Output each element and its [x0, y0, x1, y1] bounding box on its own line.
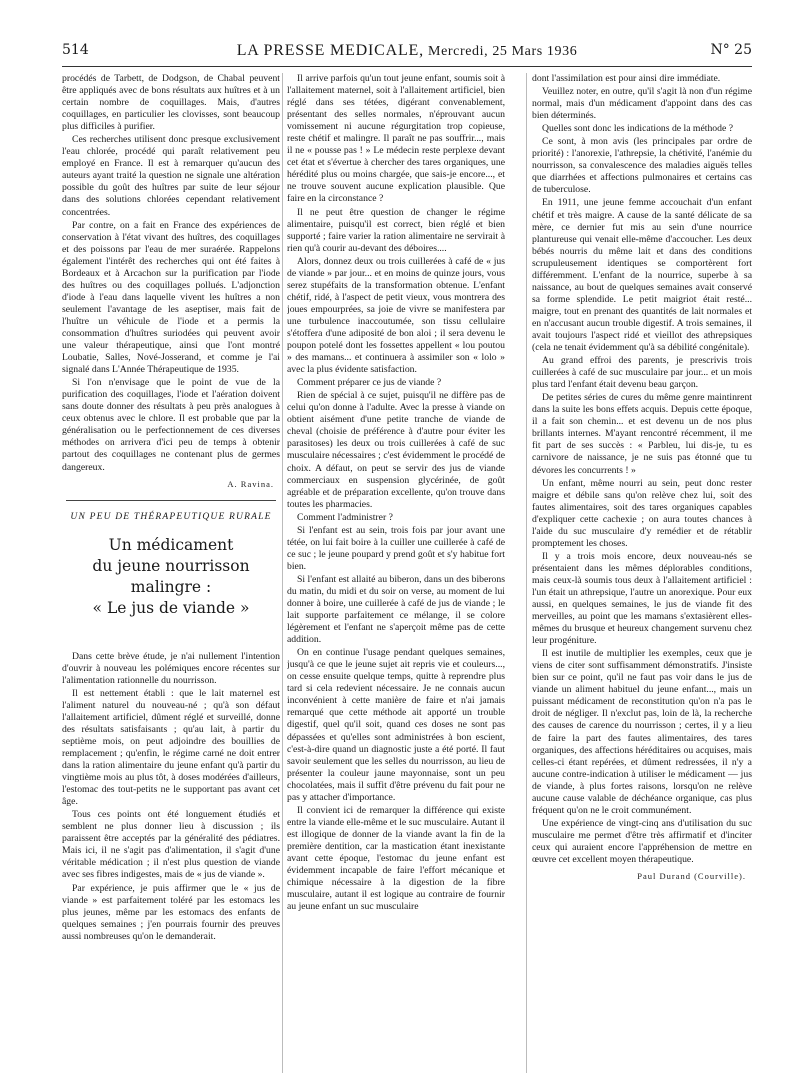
page-header — [62, 40, 752, 64]
paragraph: Un enfant, même nourri au sein, peut donc rester maigre et débile sans qu'on relève chez lui, soit des fautes alimentaires, soit des tares organiques capables d'expliquer cette cachexie ; on aura toutes chances à l'aide du suc musculaire d'y remédier et de rétablir promptement les choses. — [532, 477, 752, 549]
masthead — [62, 42, 752, 60]
paragraph: Quelles sont donc les indications de la méthode ? — [542, 123, 734, 135]
column-divider — [282, 73, 283, 1073]
paragraph: Par contre, on a fait en France des expériences de conservation à l'état vivant des huîtres, des coquillages et des poissons par l'eau de mer suraérée. Rappelons également l'intérêt des recherches qui ont été faites à Bordeaux et à Arcachon sur la purification par l'iode des huîtres ou des coquillages pollués. L'adjonction d'iode à l'eau dans laquelle vivent les huîtres a non seulement l'avantage de les aseptiser, mais fait de l'huître un véhicule de l'iode et a permis la consommation d'huîtres suriodées qui peuvent avoir une valeur thérapeutique, ainsi que l'ont montré Loubatie, Salles, Nové-Josserand, et comme je l'ai signalé dans L'Année Thérapeutique de 1935. — [62, 219, 280, 376]
paragraph: Tous ces points ont été longuement étudiés et semblent ne plus donner lieu à discussion ; ils paraissent être acceptés par la généralité des pédiatres. Mais ici, il ne s'agit pas d'alimentation, il s'agit d'une véritable médication ; il n'est plus question de viande avec ses fibres indigestes, mais de « jus de viande ». — [62, 809, 280, 881]
title-line: du jeune nourrisson malingre : — [92, 556, 250, 596]
paragraph: Ce sont, à mon avis (les principales par ordre de priorité) : l'anorexie, l'athrepsie, la chétivité, l'anémie du nourrisson, sa convalescence des maladies aiguës telles que diarrhées et affections pulmonaires et certains cas de tuberculose. — [532, 136, 752, 196]
article-title — [62, 535, 280, 619]
paragraph: Il est nettement établi : que le lait maternel est l'aliment naturel du nouveau-né ; qu'à son défaut l'allaitement artificiel, dûment réglé et surveillé, donne des résultats satisfaisants ; qu'au lait, à partir du septième mois, on peut adjoindre des bouillies de remplacement ; qu'enfin, le régime carné ne doit entrer dans la ration alimentaire du jeune enfant qu'à partir du vingtième mois au plus tôt, à doses modérées d'ailleurs, l'estomac des tout-petits ne le supportant pas avant cet âge. — [62, 687, 280, 808]
section-rubric: UN PEU DE THÉRAPEUTIQUE RURALE — [70, 511, 272, 522]
page-number: 514 — [62, 42, 89, 58]
paragraph: Il est inutile de multiplier les exemples, ceux que je viens de citer sont suffisamment démonstratifs. J'insiste bien sur ce point, qu'il ne faut pas voir dans le jus de viande un aliment habituel du jeune enfant..., mais un puissant médicament de reconstitution qu'on n'a pas le droit de négliger. Il n'exclut pas, loin de là, la recherche des causes de carence du nourrisson ; certes, il y a lieu de faire la part des fautes alimentaires, des tares organiques, des affections héréditaires ou acquises, mais celles-ci étant repérées, et dûment redressées, il n'y a aucune contre-indication à utiliser le médicament — jus de viande, à plus fortes raisons, lorsqu'on ne relève aucune cause valable de déchéance organique, cas plus fréquent qu'on ne le croit communément. — [532, 648, 752, 816]
paragraph: Au grand effroi des parents, je prescrivis trois cuillerées à café de suc musculaire par jour... et un mois plus tard l'enfant était devenu beau garçon. — [532, 355, 752, 391]
paragraph: En 1911, une jeune femme accouchait d'un enfant chétif et très maigre. A cause de la santé délicate de sa mère, ce dernier fut mis au sein d'une nourrice plantureuse qui venait elle-même d'accoucher. Les deux bébés nourris du même lait et dans des conditions scrupuleusement identiques se comportèrent fort différemment. L'enfant de la nourrice, superbe à sa naissance, au bout de quelques semaines avait conservé sa forme splendide. Le petit maigriot était resté... maigre, tout en prenant des quantités de lait normales et en n'accusant aucun trouble digestif. A trois semaines, il avait toujours l'aspect ridé et vieillot des athrepsiques (cela ne tenait évidemment qu'à sa débilité congénitale). — [532, 197, 752, 354]
column-1 — [62, 73, 280, 1073]
paragraph: Si l'enfant est allaité au biberon, dans un des biberons du matin, du midi et du soir on verse, au moment de lui donner à boire, une cuillerée à café de jus de viande ; le lait supporte parfaitement ce mélange, il se colore légèrement et l'enfant ne s'aperçoit même pas de cette addition. — [287, 573, 505, 646]
paragraph: Si l'enfant est au sein, trois fois par jour avant une tétée, on lui fait boire à la cuiller une cuillerée à café de ce suc ; le jeune poupard y prend goût et s'y habitue fort bien. — [287, 524, 505, 572]
paragraph: Rien de spécial à ce sujet, puisqu'il ne diffère pas de celui qu'on donne à l'adulte. Avec la presse à viande on obtient aisément d'une petite tranche de viande de cheval (choisie de préférence à d'autre pour éviter les parasitoses) les deux ou trois cuillerées à café de suc musculaire nécessaires ; c'est évidemment le procédé de choix. A défaut, on peut se servir des jus de viande commerciaux en suspension glycérinée, de goût agréable et de préparation excellente, qu'on trouve dans toutes les pharmacies. — [287, 390, 505, 510]
paragraph: On en continue l'usage pendant quelques semaines, jusqu'à ce que le jeune sujet ait repris vie et couleurs..., on cesse ensuite quelque temps, quitte à reprendre plus tard si cela redevient nécessaire. Je ne connais aucun inconvénient à cette manière de faire et n'ai jamais remarqué que cette méthode ait apporté un trouble digestif, quel qu'il soit, quand ces doses ne sont pas dépassées et qu'elles sont administrées à bon escient, c'est-à-dire quand un diagnostic juste a été porté. Il faut savoir seulement que les selles du nourrisson, au lieu de présenter la couleur jaune mayonnaise, sont un peu chocolatées, mais il suffit d'être prévenu du fait pour ne pas y attacher d'importance. — [287, 647, 505, 803]
paragraph: Ces recherches utilisent donc presque exclusivement l'eau chlorée, procédé qui paraît relativement peu employé en France. Il est à remarquer qu'aucun des auteurs ayant traité la question ne signale une altération possible du goût des huîtres par suite de leur séjour dans des solutions chlorées cependant relativement concentrées. — [62, 134, 280, 218]
issue-date: Mercredi, 25 Mars 1936 — [428, 44, 578, 59]
paragraph: Une expérience de vingt-cinq ans d'utilisation du suc musculaire me permet d'être très affirmatif et d'inciter ceux qui auraient encore l'appréhension de mettre en œuvre cet excellent moyen thérapeutique. — [532, 817, 752, 865]
paragraph: De petites séries de cures du même genre maintinrent dans la suite les bons effets acquis. Depuis cette époque, il a fait son chemin... et est devenu un de nos plus brillants internes. M'ayant rencontré récemment, il me fit part de ses succès : « Parbleu, lui dis-je, tu es carnivore de naissance, je ne suis pas étonné que tu dévores les concurrents ! » — [532, 392, 752, 476]
paragraph: Comment l'administrer ? — [297, 511, 393, 523]
paragraph: dont l'assimilation est pour ainsi dire immédiate. — [532, 73, 721, 84]
author-signature: A. Ravina. — [227, 478, 274, 489]
header-rule — [62, 66, 752, 67]
paragraph: Veuillez noter, en outre, qu'il s'agit là non d'un régime normal, mais d'un médicament d'appoint dans des cas bien déterminés. — [532, 86, 752, 122]
column-divider — [526, 73, 527, 1073]
paragraph: Alors, donnez deux ou trois cuillerées à café de « jus de viande » par jour... et en moins de quinze jours, vous serez stupéfaits de la transformation obtenue. L'enfant chétif, ridé, à l'aspect de petit vieux, vous montrera des joues empourprées, sa joie de vivre se manifestera par une turbulence inaccoutumée, son tissu cellulaire s'étoffera d'une adiposité de bon aloi ; il sera devenu le poupon potelé dont les fossettes appellent « lou poutou » des mamans... et continuera à assimiler son « lolo » avec la plus évidente satisfaction. — [287, 255, 505, 376]
author-signature: Paul Durand (Courville). — [637, 871, 746, 882]
paragraph: Il y a trois mois encore, deux nouveau-nés se présentaient dans les mêmes déplorables conditions, mais ceux-là soumis tous deux à l'allaitement artificiel : l'un était un athrepsique, l'autre un anorexique. Pour eux aussi, en quelques semaines, le jus de viande fit des merveilles, au point que les mamans s'extasièrent elles-mêmes du brusque et heureux changement survenu chez leur progéniture. — [532, 550, 752, 647]
paragraph: Dans cette brève étude, je n'ai nullement l'intention d'ouvrir à nouveau les polémiques encore récentes sur l'alimentation rationnelle du nourrisson. — [62, 650, 280, 686]
title-line: « Le jus de viande » — [92, 598, 250, 617]
article-separator — [66, 500, 276, 501]
column-3 — [532, 73, 752, 1073]
title-line: Un médicament — [108, 535, 234, 554]
paragraph: Il convient ici de remarquer la différence qui existe entre la viande elle-même et le suc musculaire. Autant il est illogique de donner de la viande avant la fin de la première dentition, car la mastication étant inexistante avant cette époque, l'estomac du jeune enfant est évidemment incapable de faire l'effort mécanique et chimique nécessaire à la digestion de la fibre musculaire, autant il est logique au contraire de fournir au jeune enfant un suc musculaire — [287, 804, 505, 913]
paragraph: Il arrive parfois qu'un tout jeune enfant, soumis soit à l'allaitement maternel, soit à l'allaitement artificiel, bien réglé dans ses tétées, digérant convenablement, présentant des selles normales, n'éprouvant aucun vomissement ni aucune régurgitation trop copieuse, reste chétif et malingre. Il paraît ne pas souffrir..., mais il ne « pousse pas ! » Le médecin reste perplexe devant cet état et s'évertue à chercher des tares organiques, une hérédité plus ou moins chargée, que sais-je encore..., et ne trouve souvent aucune explication plausible. Que faire en la circonstance ? — [287, 73, 505, 205]
column-2 — [287, 73, 505, 1073]
publication-name: LA PRESSE MEDICALE, — [236, 42, 424, 59]
paragraph: procédés de Tarbett, de Dodgson, de Chabal peuvent être appliqués avec de bons résultats aux huîtres et à un certain nombre de coquillages. Mais, d'autres coquillages, en particulier les clovisses, sont beaucoup plus difficiles à purifier. — [62, 73, 280, 133]
paragraph: Il ne peut être question de changer le régime alimentaire, puisqu'il est correct, bien réglé et bien supporté ; faire varier la ration alimentaire ne servirait à rien qu'à courir au-devant des déboires.... — [287, 206, 505, 254]
paragraph: Comment préparer ce jus de viande ? — [297, 377, 442, 389]
paragraph: Par expérience, je puis affirmer que le « jus de viande » est parfaitement toléré par les estomacs les plus jeunes, même par les estomacs des enfants de quelques semaines ; j'en pourrais fournir des preuves aussi nombreuses qu'on le demanderait. — [62, 882, 280, 942]
paragraph: Si l'on n'envisage que le point de vue de la purification des coquillages, l'iode et l'aération doivent sans doute donner des résultats à peu près analogues à ceux obtenus avec le chlore. Il est probable que par la généralisation ou le perfectionnement de ces diverses méthodes on arrivera d'ici peu de temps à obtenir partout des coquillages ne contenant plus de germes dangereux. — [62, 377, 280, 473]
issue-number: N° 25 — [710, 42, 752, 58]
